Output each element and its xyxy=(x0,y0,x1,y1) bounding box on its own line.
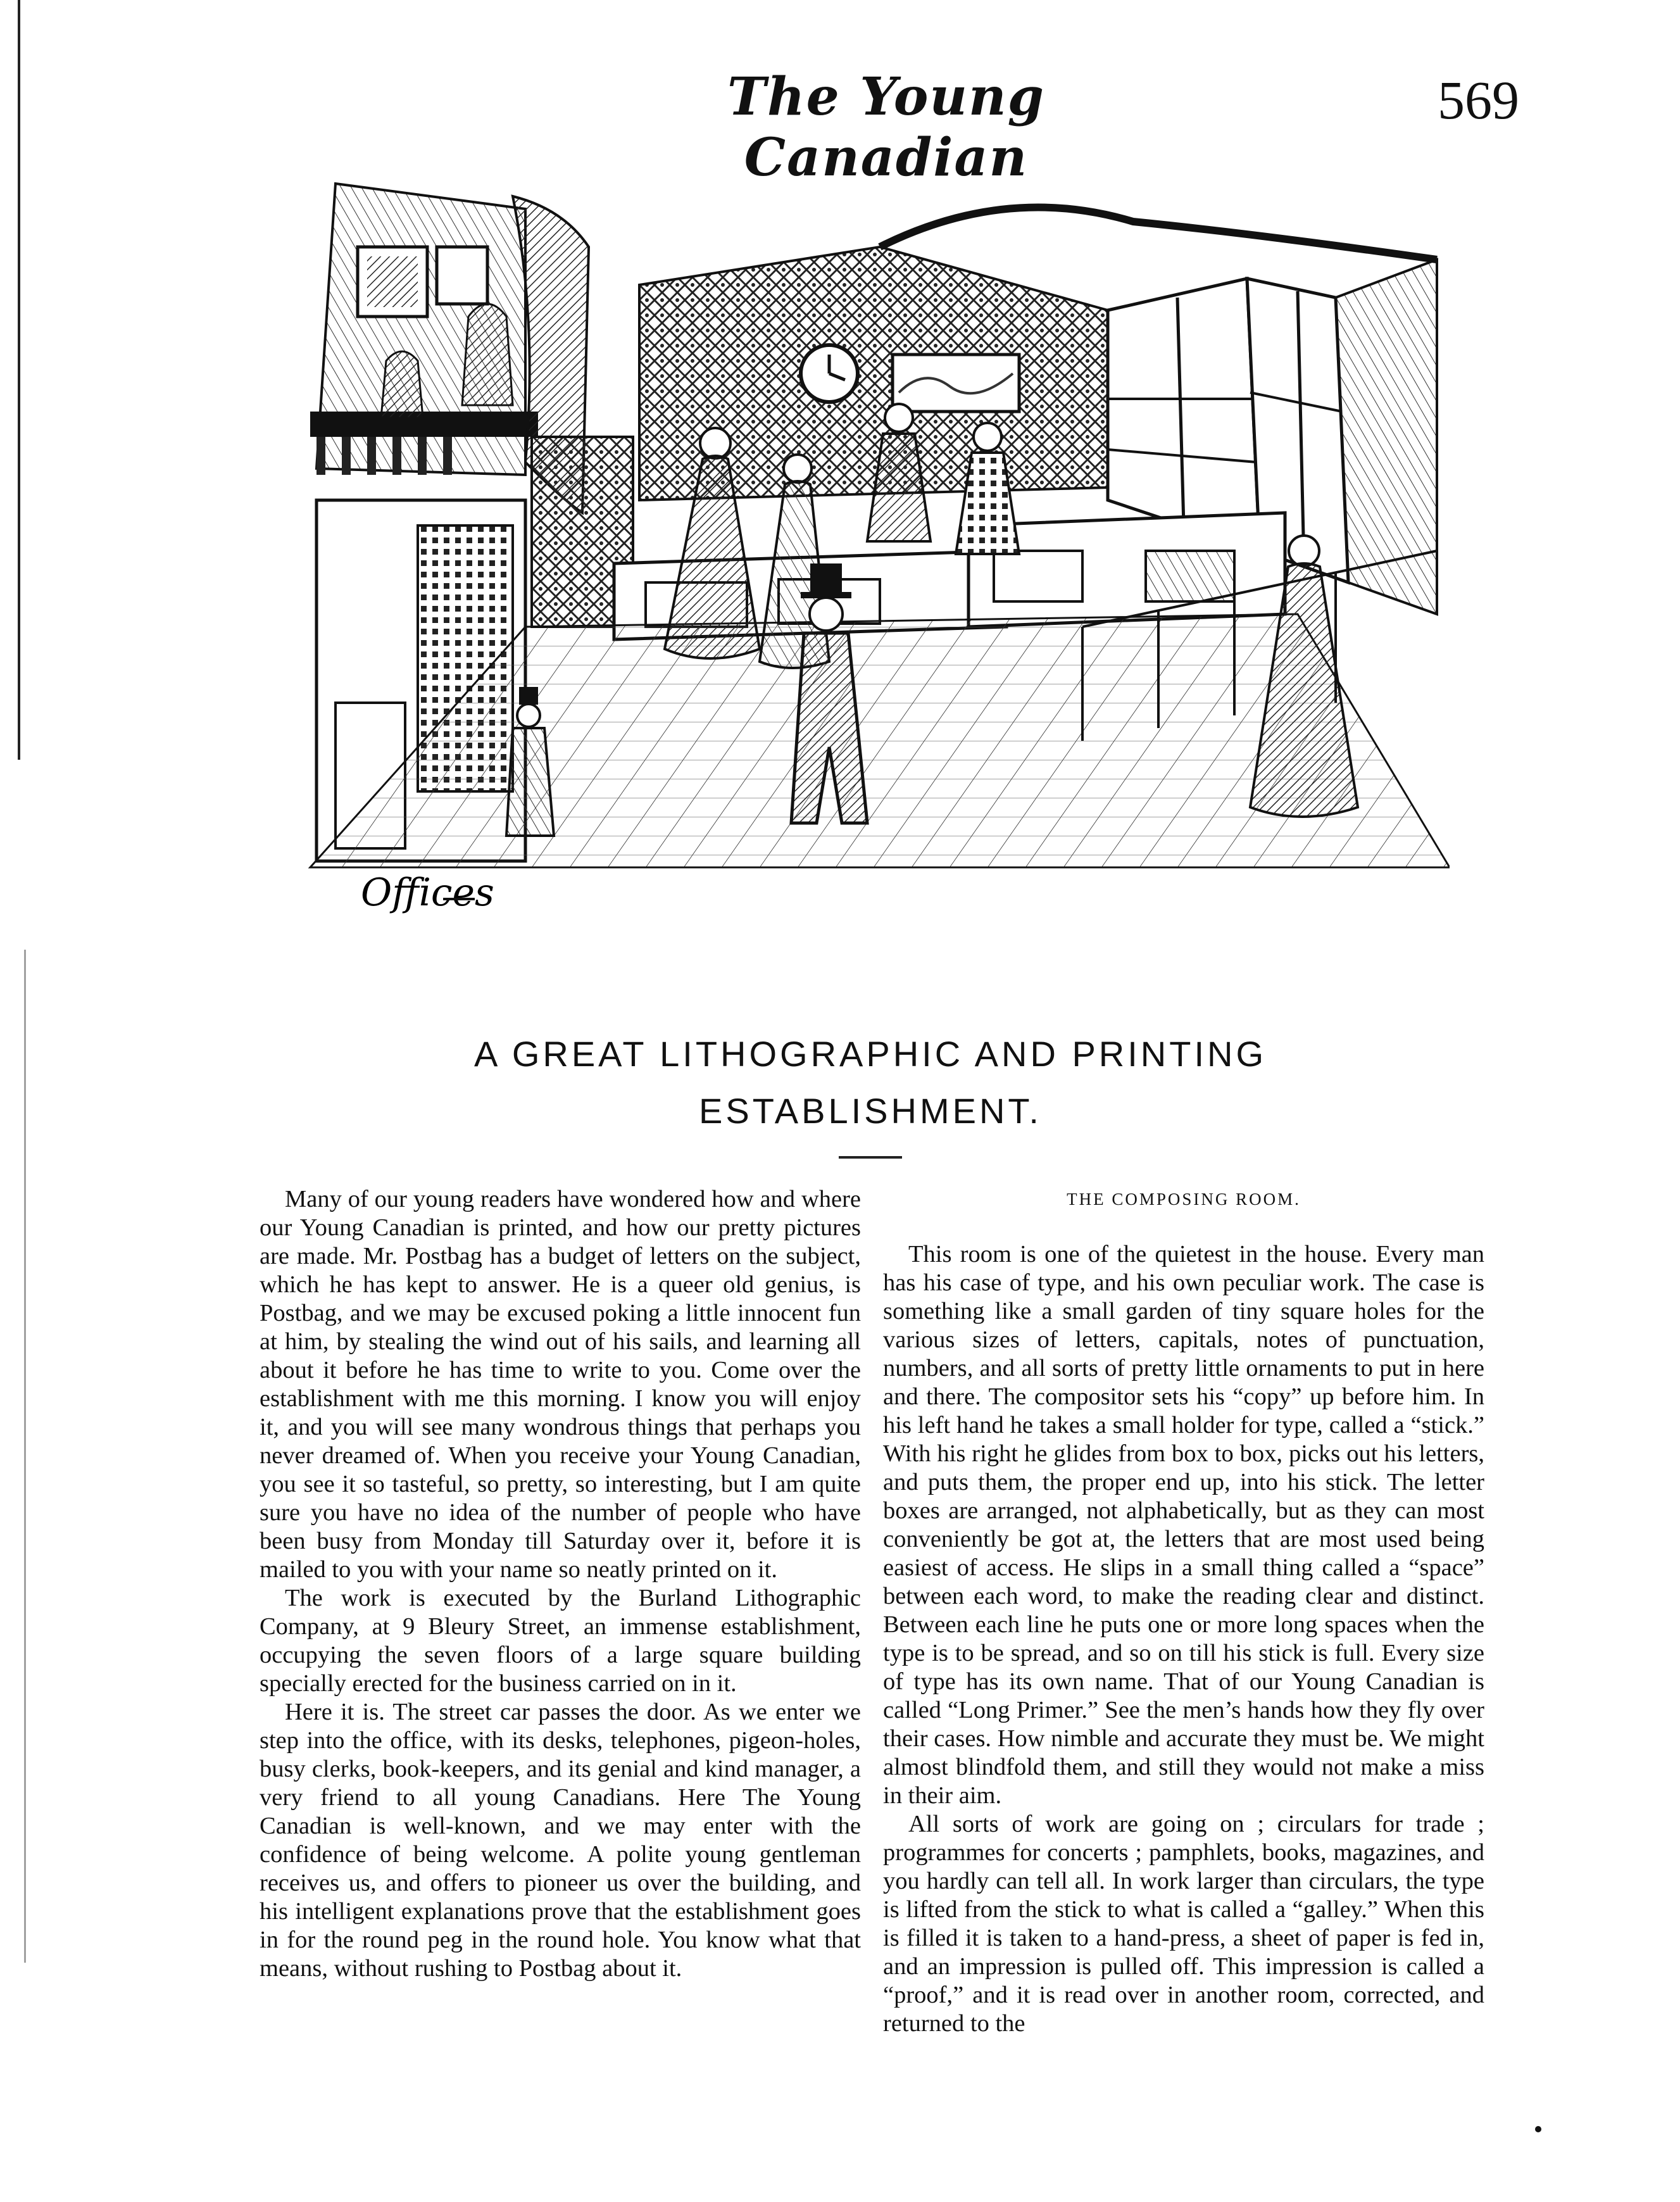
paragraph: Many of our young readers have wondered how and where our Young Canadian is printed, and how our pretty pictures are made. Mr. Postbag has a budget of letters on the subject, which he has kept to answer. He is a queer old genius, is Postbag, and we may be excused poking a little innocent fun at him, by stealing the wind out of his sails, and learning all about it before he has time to write to you. Come over the establishment with me this morning. I know you will enjoy it, and you will see many wondrous things that perhaps you never dreamed of. When you receive your Young Canadian, you see it so tasteful, so pretty, so interesting, but I am quite sure you have no idea of the number of people who have been busy from Monday till Saturday over it, before it is mailed to you with your name so neatly printed on it. xyxy=(260,1186,861,1583)
headline-rule xyxy=(839,1156,902,1159)
balcony-room xyxy=(310,184,538,475)
artist-signature: Offices xyxy=(361,871,494,915)
paragraph: This room is one of the quietest in the house. Every man has his case of type, and his own peculiar work. The case is something like a small garden of tiny square holes for the various sizes of letters, capitals, notes of punctuation, numbers, and all sorts of pretty little ornaments to put in here and there. The compositor sets his “copy” up before him. In his left hand he takes a small holder for type, called a “stick.” With his right he glides from box to box, picks out his letters, and puts them, the proper end up, into his stick. The letter boxes are arranged, not alphabetically, but as they can most conveniently be got at, the letters that are most used being easiest of access. He slips in a small thing called a “space” between each word, to make the reading clear and distinct. Between each line he puts one or more long spaces when the type is to be spread, and so on till his stick is full. Every size of type has its own name. That of our Young Canadian is called “Long Primer.” See the men’s hands how they fly over their cases. How nimble and accurate they must be. We might almost blindfold them, and still they would not make a miss in their aim. xyxy=(883,1241,1484,1809)
running-title: The Young Canadian xyxy=(727,66,1046,188)
scan-speck xyxy=(1535,2126,1541,2132)
paragraph: All sorts of work are going on ; circulars for trade ; programmes for concerts ; pamphlets, books, magazines, and you hardly can tell all. In work larger than circulars, the type is lifted from the stick to what is called a “galley.” When this is filled it is taken to a hand-press, a sheet of paper is fed in, and an impression is pulled off. This impression is called a “proof,” and it is read over in another room, corrected, and returned to the xyxy=(883,1811,1484,2037)
paragraph: Here it is. The street car passes the door. As we enter we step into the office, with its desks, telephones, pigeon-holes, busy clerks, book-keepers, and its genial and kind manager, a very friend to all young Canadians. Here The Young Canadian is well-known, and we may enter with the confidence of being welcome. A polite young gentleman receives us, and offers to pioneer us over the building, and his intelligent explanations prove that the establishment goes in for the round peg in the round hole. You know what that means, without rushing to Postbag about it. xyxy=(260,1699,861,1982)
headline-line-1: A GREAT LITHOGRAPHIC AND PRINTING xyxy=(474,1034,1267,1074)
left-column xyxy=(260,1185,861,1983)
right-column xyxy=(883,1185,1484,2038)
page-number: 569 xyxy=(1438,70,1519,130)
office-engraving xyxy=(260,171,1450,994)
section-heading: THE COMPOSING ROOM. xyxy=(1067,1190,1301,1209)
scan-margin-line xyxy=(18,0,20,760)
office-illustration xyxy=(260,171,1450,994)
article-headline xyxy=(354,1026,1386,1140)
scan-margin-line-lower xyxy=(24,950,26,1963)
headline-line-2: ESTABLISHMENT. xyxy=(699,1091,1042,1131)
paragraph: The work is executed by the Burland Lithographic Company, at 9 Bleury Street, an immense establishment, occupying the seven floors of a large square building specially erected for the business carried on in it. xyxy=(260,1585,861,1697)
